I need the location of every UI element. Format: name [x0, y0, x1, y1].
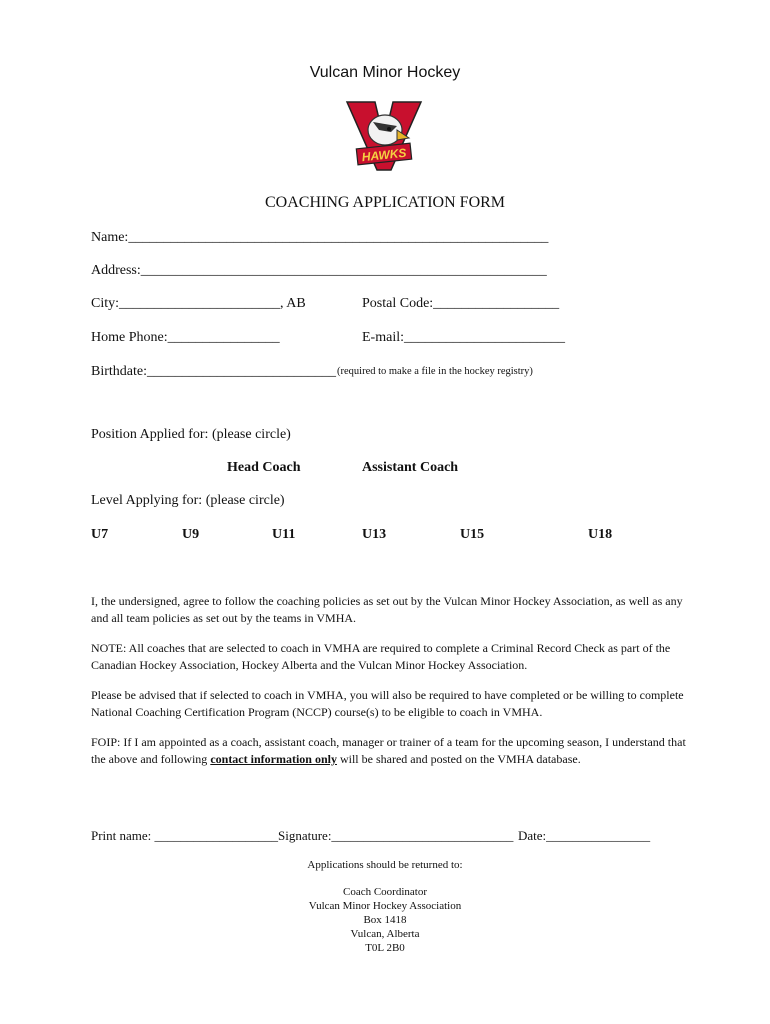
foip-text-start: FOIP: If I am appointed as a coach, assistant coach, manager or trainer of a team for the upcoming season, I understand that the above and following [91, 735, 686, 766]
head-coach-option[interactable]: Head Coach [227, 460, 301, 475]
return-address [0, 885, 770, 955]
email-field[interactable]: E-mail:_______________________ [362, 330, 565, 345]
foip-text-end: will be shared and posted on the VMHA database. [336, 752, 581, 766]
level-option-u13[interactable]: U13 [362, 527, 387, 542]
city-field[interactable]: City:_______________________, AB [91, 296, 306, 311]
date-field[interactable]: Date:________________ [518, 828, 651, 843]
agreement-paragraph: I, the undersigned, agree to follow the coaching policies as set out by the Vulcan Minor Hockey Association, as well as any and all team policies as set out by the teams in VMHA. [91, 594, 683, 625]
address-line: T0L 2B0 [365, 942, 405, 954]
level-label: Level Applying for: (please circle) [91, 493, 285, 508]
birthdate-note: (required to make a file in the hockey registry) [337, 366, 533, 377]
name-field[interactable]: Name:____________________________________________________________ [91, 230, 549, 245]
level-option-u7[interactable]: U7 [91, 527, 109, 542]
level-option-u9[interactable]: U9 [182, 527, 200, 542]
home-phone-field[interactable]: Home Phone:________________ [91, 330, 280, 345]
address-line: Box 1418 [363, 914, 407, 926]
position-label: Position Applied for: (please circle) [91, 427, 291, 442]
hawks-logo [345, 100, 423, 174]
print-name-field[interactable]: Print name: ___________________ [91, 828, 279, 843]
note-paragraph: NOTE: All coaches that are selected to coach in VMHA are required to complete a Criminal Record Check as part of the Canadian Hockey Association, Hockey Alberta and the Vulcan Minor Hockey Association. [91, 641, 671, 672]
assistant-coach-option[interactable]: Assistant Coach [362, 460, 459, 475]
address-line: Coach Coordinator [342, 886, 427, 898]
return-instructions: Applications should be returned to: [307, 859, 463, 871]
nccp-paragraph: Please be advised that if selected to coach in VMHA, you will also be required to have completed or be willing to complete National Coaching Certification Program (NCCP) course(s) to be eligible to coach in VMHA. [91, 688, 684, 719]
organization-name: Vulcan Minor Hockey [309, 64, 461, 81]
level-option-u15[interactable]: U15 [460, 527, 485, 542]
postal-code-field[interactable]: Postal Code:__________________ [362, 296, 560, 311]
level-option-u18[interactable]: U18 [588, 527, 613, 542]
address-line: Vulcan, Alberta [350, 928, 420, 940]
signature-field[interactable]: Signature:____________________________ [278, 828, 514, 843]
address-line: Vulcan Minor Hockey Association [308, 900, 462, 912]
logo-text: HAWKS [361, 145, 408, 165]
level-option-u11[interactable]: U11 [272, 527, 296, 542]
foip-emphasis: contact information only [210, 752, 337, 766]
birthdate-field[interactable]: Birthdate:___________________________ [91, 364, 336, 379]
form-title: COACHING APPLICATION FORM [264, 194, 506, 211]
foip-paragraph [91, 734, 691, 768]
address-field[interactable]: Address:__________________________________________________________ [91, 263, 547, 278]
